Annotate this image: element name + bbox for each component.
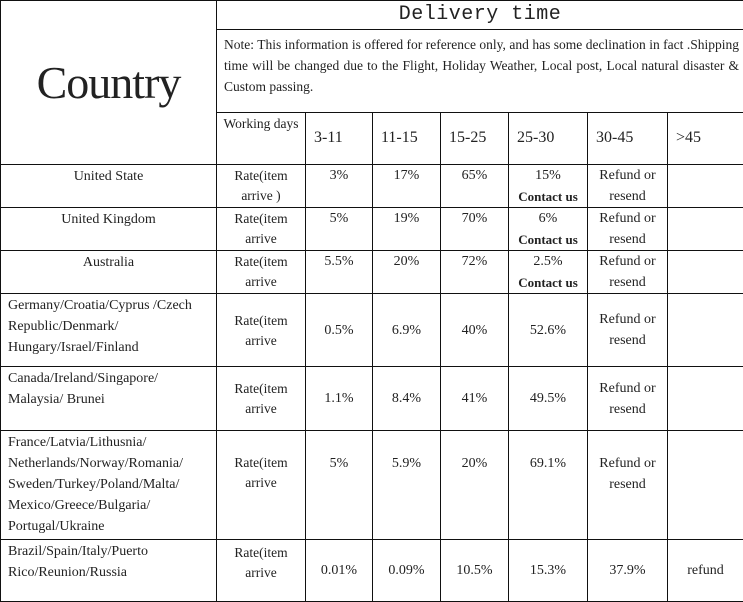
value-cell: 37.9% bbox=[588, 540, 668, 602]
value-cell: 20% bbox=[373, 251, 441, 294]
rate-label-cell: Rate(item arrive ) bbox=[217, 165, 306, 208]
value-cell: 5.5% bbox=[306, 251, 373, 294]
column-header: >45 bbox=[668, 113, 743, 165]
table-row bbox=[1, 367, 743, 431]
value-cell: 0.5% bbox=[306, 294, 373, 367]
country-header: Country bbox=[1, 1, 217, 165]
value-cell: 20% bbox=[441, 431, 509, 540]
rate-label-cell: Rate(item arrive bbox=[217, 208, 306, 251]
value-cell: 17% bbox=[373, 165, 441, 208]
value-cell: 72% bbox=[441, 251, 509, 294]
value-cell bbox=[668, 251, 743, 294]
table-row bbox=[1, 165, 743, 208]
value-cell: Refund or resend bbox=[588, 208, 668, 251]
value-cell bbox=[509, 251, 588, 294]
table-row bbox=[1, 251, 743, 294]
rate-label-cell: Rate(item arrive bbox=[217, 367, 306, 431]
value-cell bbox=[509, 208, 588, 251]
value-cell: refund bbox=[668, 540, 743, 602]
table-row bbox=[1, 431, 743, 540]
rate-label-cell: Rate(item arrive bbox=[217, 540, 306, 602]
table-row bbox=[1, 540, 743, 602]
value-text: 6% bbox=[509, 208, 587, 229]
value-cell: 5.9% bbox=[373, 431, 441, 540]
value-cell bbox=[668, 294, 743, 367]
table-row bbox=[1, 208, 743, 251]
column-header: 11-15 bbox=[373, 113, 441, 165]
value-cell: Refund or resend bbox=[588, 165, 668, 208]
value-cell: Refund or resend bbox=[588, 367, 668, 431]
column-header: 3-11 bbox=[306, 113, 373, 165]
value-cell: Refund or resend bbox=[588, 294, 668, 367]
value-cell bbox=[509, 165, 588, 208]
value-cell: 10.5% bbox=[441, 540, 509, 602]
value-cell: 5% bbox=[306, 208, 373, 251]
value-cell: 0.01% bbox=[306, 540, 373, 602]
table-row bbox=[1, 294, 743, 367]
value-cell: 65% bbox=[441, 165, 509, 208]
column-header: 25-30 bbox=[509, 113, 588, 165]
value-cell: 49.5% bbox=[509, 367, 588, 431]
column-header: 30-45 bbox=[588, 113, 668, 165]
value-cell: Refund or resend bbox=[588, 431, 668, 540]
country-cell: Brazil/Spain/Italy/Puerto Rico/Reunion/Russia bbox=[1, 540, 217, 602]
country-cell: United State bbox=[1, 165, 217, 208]
contact-us-link[interactable]: Contact us bbox=[509, 186, 587, 207]
country-cell: France/Latvia/Lithusnia/ Netherlands/Norway/Romania/ Sweden/Turkey/Poland/Malta/ Mexico/Greece/Bulgaria/ Portugal/Ukraine bbox=[1, 431, 217, 540]
value-cell: 70% bbox=[441, 208, 509, 251]
value-cell: 41% bbox=[441, 367, 509, 431]
value-cell bbox=[668, 208, 743, 251]
column-header: 15-25 bbox=[441, 113, 509, 165]
value-text: 15% bbox=[509, 165, 587, 186]
note-text: Note: This information is offered for reference only, and has some declination in fact .Shipping time will be changed due to the Flight, Holiday Weather, Local post, Local natural disaster & Custom passing. bbox=[217, 30, 743, 113]
rate-label-cell: Rate(item arrive bbox=[217, 294, 306, 367]
value-cell: 40% bbox=[441, 294, 509, 367]
value-cell: 19% bbox=[373, 208, 441, 251]
country-cell: Canada/Ireland/Singapore/ Malaysia/ Brunei bbox=[1, 367, 217, 431]
value-cell: 1.1% bbox=[306, 367, 373, 431]
value-cell: 15.3% bbox=[509, 540, 588, 602]
value-cell: 52.6% bbox=[509, 294, 588, 367]
value-cell: 0.09% bbox=[373, 540, 441, 602]
rate-label-cell: Rate(item arrive bbox=[217, 431, 306, 540]
country-cell: Germany/Croatia/Cyprus /Czech Republic/Denmark/ Hungary/Israel/Finland bbox=[1, 294, 217, 367]
value-cell: 6.9% bbox=[373, 294, 441, 367]
contact-us-link[interactable]: Contact us bbox=[509, 272, 587, 293]
value-cell: 5% bbox=[306, 431, 373, 540]
value-cell bbox=[668, 367, 743, 431]
value-cell: 69.1% bbox=[509, 431, 588, 540]
value-cell bbox=[668, 165, 743, 208]
value-cell: 3% bbox=[306, 165, 373, 208]
rate-label-cell: Rate(item arrive bbox=[217, 251, 306, 294]
value-text: 2.5% bbox=[509, 251, 587, 272]
value-cell: Refund or resend bbox=[588, 251, 668, 294]
country-cell: Australia bbox=[1, 251, 217, 294]
value-cell: 8.4% bbox=[373, 367, 441, 431]
country-cell: United Kingdom bbox=[1, 208, 217, 251]
value-cell bbox=[668, 431, 743, 540]
contact-us-link[interactable]: Contact us bbox=[509, 229, 587, 250]
working-days-header: Working days bbox=[217, 113, 306, 165]
delivery-time-title: Delivery time bbox=[217, 1, 743, 30]
